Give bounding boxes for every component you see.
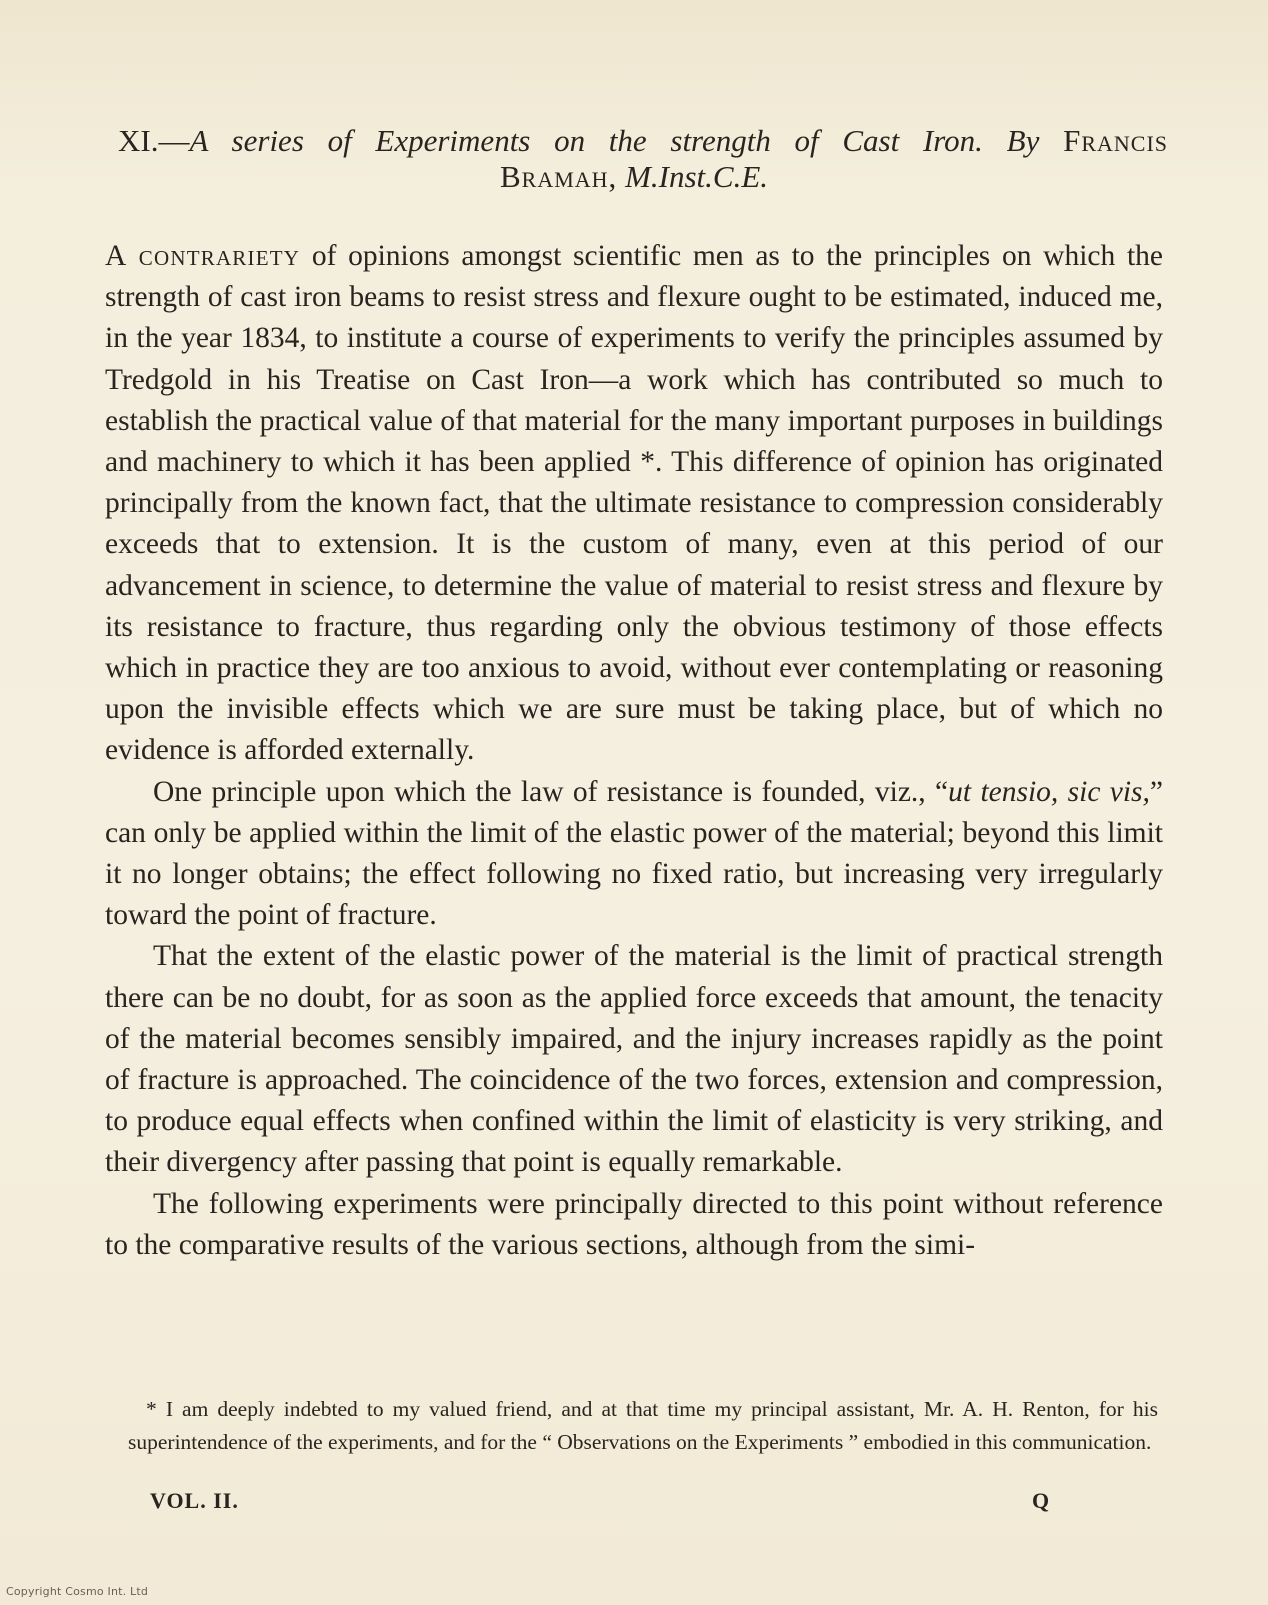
signature-mark: Q — [1032, 1488, 1050, 1513]
article-number: XI.— — [118, 123, 190, 158]
paragraph-2-before: One principle upon which the law of resistance is founded, viz., “ — [153, 775, 949, 808]
author-by: By — [1006, 123, 1040, 158]
author-first-name: Francis — [1063, 123, 1169, 158]
paragraph-3: That the extent of the elastic power of the material is the limit of practical strength there can be no doubt, for as soon as the applied force exceeds that amount, the tenacity of the material becomes sensibly impaired, and the injury increases rapidly as the point of fracture is approached. The coincidence of the two forces, extension and compression, to produce equal effects when confined within the limit of elasticity is very striking, and their divergency after passing that point is equally remarkable. — [105, 940, 1163, 1179]
paragraph-1-text: of opinions amongst scientific men as to the principles on which the strength of cast iron beams to resist stress and flexure ought to be estimated, induced me, in the year 1834, to institute a course of experiments to verify the principles assumed by Tredgold in his Treatise on Cast Iron—a work which has contributed so much to establish the practical value of that material for the many important purposes in buildings and machinery to which it has been applied *. This difference of opinion has originated principally from the known fact, that the ultimate resistance to compression considerably exceeds that to extension. It is the custom of many, even at this period of our advancement in science, to determine the value of material to resist stress and flexure by its resistance to fracture, thus regarding only the obvious testimony of those effects which in practice they are too anxious to avoid, without ever contemplating or reasoning upon the invisible effects which we are sure must be taking place, but of which no evidence is afforded externally. — [105, 240, 1163, 767]
paragraph-1-lead: A contrariety — [105, 240, 301, 272]
volume-label: VOL. II. — [150, 1488, 239, 1513]
article-title-italic: A series of Experiments on the strength of Cast Iron. — [189, 123, 983, 158]
author-line — [0, 156, 1268, 198]
article-body — [105, 236, 1163, 1266]
show-through-text — [110, 0, 1170, 100]
copyright-notice: Copyright Cosmo Int. Ltd — [6, 1585, 149, 1598]
footnote: * I am deeply indebted to my valued friend, and at that time my principal assistant, Mr. A. H. Renton, for his superintendence of the experiments, and for the “ Observations on the Experiments ” embodied in this communication. — [128, 1397, 1158, 1454]
paragraph-2-after: ” can only be applied within the limit of the elastic power of the material; beyond this limit it no longer obtains; the effect following no fixed ratio, but increasing very irregularly toward the point of fracture. — [105, 775, 1164, 932]
paragraph-1 — [105, 236, 1163, 772]
paragraph-2 — [105, 772, 1163, 937]
paragraph-2-latin: ut tensio, sic vis, — [948, 775, 1150, 808]
paragraph-4: The following experiments were principally directed to this point without reference to the comparative results of the various sections, although from the simi- — [105, 1187, 1163, 1261]
author-last-name: Bramah, — [499, 159, 618, 194]
author-credentials: M.Inst.C.E. — [625, 159, 768, 194]
